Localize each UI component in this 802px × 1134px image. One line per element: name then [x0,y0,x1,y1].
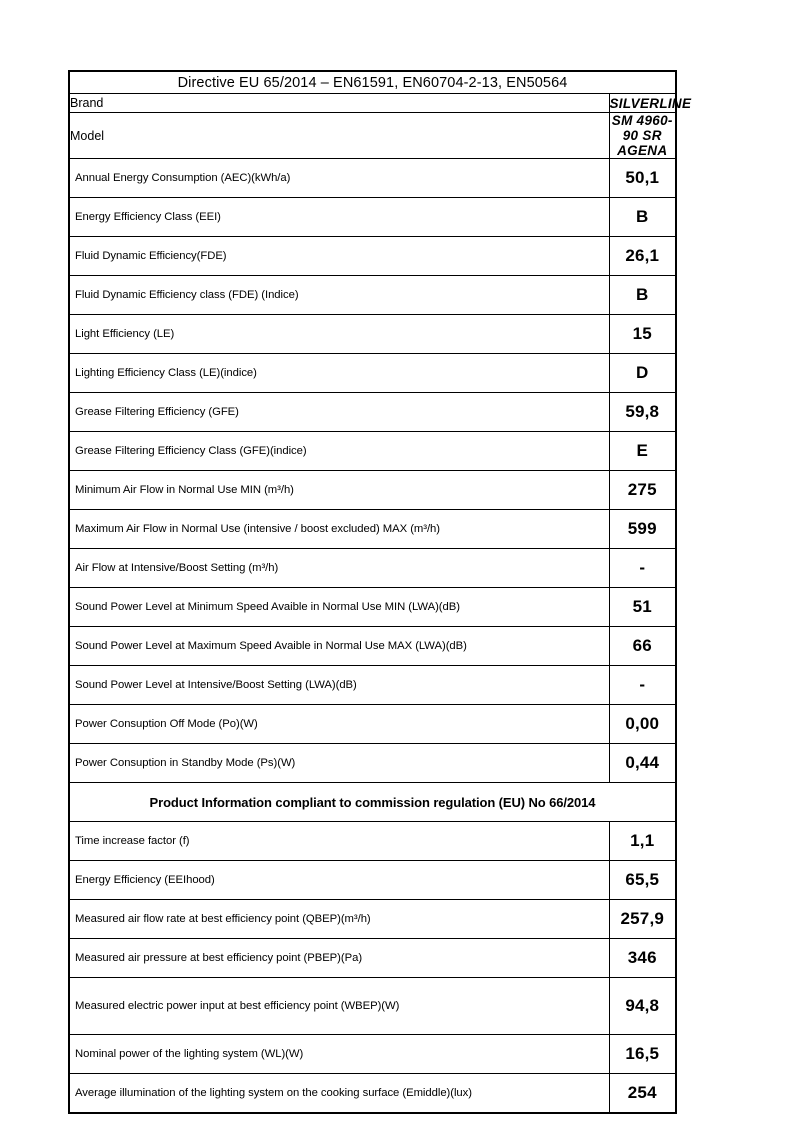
row-value: - [609,549,676,588]
row-value: 599 [609,510,676,549]
directive-title: Directive EU 65/2014 – EN61591, EN60704-2-13, EN50564 [69,71,676,94]
model-label: Model [69,113,609,159]
row-value: - [609,666,676,705]
row-value: 1,1 [609,822,676,861]
row-label: Power Consuption Off Mode (Po)(W) [69,705,609,744]
table-row [69,315,676,354]
row-label: Power Consuption in Standby Mode (Ps)(W) [69,744,609,783]
row-value: B [609,276,676,315]
table-row [69,705,676,744]
row-value: 26,1 [609,237,676,276]
row-value: 50,1 [609,159,676,198]
model-row [69,113,676,159]
row-label: Measured air flow rate at best efficiency point (QBEP)(m³/h) [69,900,609,939]
table-row [69,627,676,666]
row-label: Fluid Dynamic Efficiency(FDE) [69,237,609,276]
row-label: Grease Filtering Efficiency (GFE) [69,393,609,432]
section-title: Product Information compliant to commission regulation (EU) No 66/2014 [69,783,676,822]
row-value: 15 [609,315,676,354]
row-value: E [609,432,676,471]
table-row [69,159,676,198]
brand-label: Brand [69,94,609,113]
row-value: 94,8 [609,978,676,1035]
table-row [69,822,676,861]
row-value: 257,9 [609,900,676,939]
row-label: Maximum Air Flow in Normal Use (intensive / boost excluded) MAX (m³/h) [69,510,609,549]
row-label: Time increase factor (f) [69,822,609,861]
table-row [69,1074,676,1114]
table-row [69,588,676,627]
row-label: Average illumination of the lighting system on the cooking surface (Emiddle)(lux) [69,1074,609,1114]
table-title-row [69,71,676,94]
row-label: Measured air pressure at best efficiency point (PBEP)(Pa) [69,939,609,978]
row-value: 254 [609,1074,676,1114]
table-row [69,393,676,432]
model-value: SM 4960-90 SR AGENA [609,113,676,159]
row-label: Sound Power Level at Maximum Speed Avaible in Normal Use MAX (LWA)(dB) [69,627,609,666]
row-label: Grease Filtering Efficiency Class (GFE)(indice) [69,432,609,471]
row-value: 51 [609,588,676,627]
table-row [69,549,676,588]
table-row [69,666,676,705]
row-label: Energy Efficiency Class (EEI) [69,198,609,237]
table-row [69,276,676,315]
row-value: 59,8 [609,393,676,432]
table-row [69,978,676,1035]
row-value: 16,5 [609,1035,676,1074]
row-label: Light Efficiency (LE) [69,315,609,354]
table-row [69,900,676,939]
brand-value: SILVERLINE [609,95,692,111]
row-value: B [609,198,676,237]
table-row [69,939,676,978]
row-value: 346 [609,939,676,978]
row-value: 65,5 [609,861,676,900]
row-label: Measured electric power input at best efficiency point (WBEP)(W) [69,978,609,1035]
row-label: Fluid Dynamic Efficiency class (FDE) (Indice) [69,276,609,315]
table-row [69,198,676,237]
product-specification-table [68,70,692,1114]
row-label: Sound Power Level at Minimum Speed Avaible in Normal Use MIN (LWA)(dB) [69,588,609,627]
row-value: 0,00 [609,705,676,744]
table-body [69,71,692,1113]
row-label: Energy Efficiency (EEIhood) [69,861,609,900]
product-fiche-sheet [68,70,692,1114]
row-value: 275 [609,471,676,510]
table-row [69,471,676,510]
row-label: Sound Power Level at Intensive/Boost Setting (LWA)(dB) [69,666,609,705]
row-label: Annual Energy Consumption (AEC)(kWh/a) [69,159,609,198]
table-row [69,510,676,549]
row-label: Lighting Efficiency Class (LE)(indice) [69,354,609,393]
row-value: D [609,354,676,393]
table-row [69,432,676,471]
brand-row [69,94,676,113]
row-label: Nominal power of the lighting system (WL)(W) [69,1035,609,1074]
table-row [69,744,676,783]
table-row [69,237,676,276]
row-value: 66 [609,627,676,666]
table-row [69,861,676,900]
table-row [69,354,676,393]
table-row [69,1035,676,1074]
row-value: 0,44 [609,744,676,783]
row-label: Air Flow at Intensive/Boost Setting (m³/h) [69,549,609,588]
row-label: Minimum Air Flow in Normal Use MIN (m³/h) [69,471,609,510]
section-header-row [69,783,676,822]
